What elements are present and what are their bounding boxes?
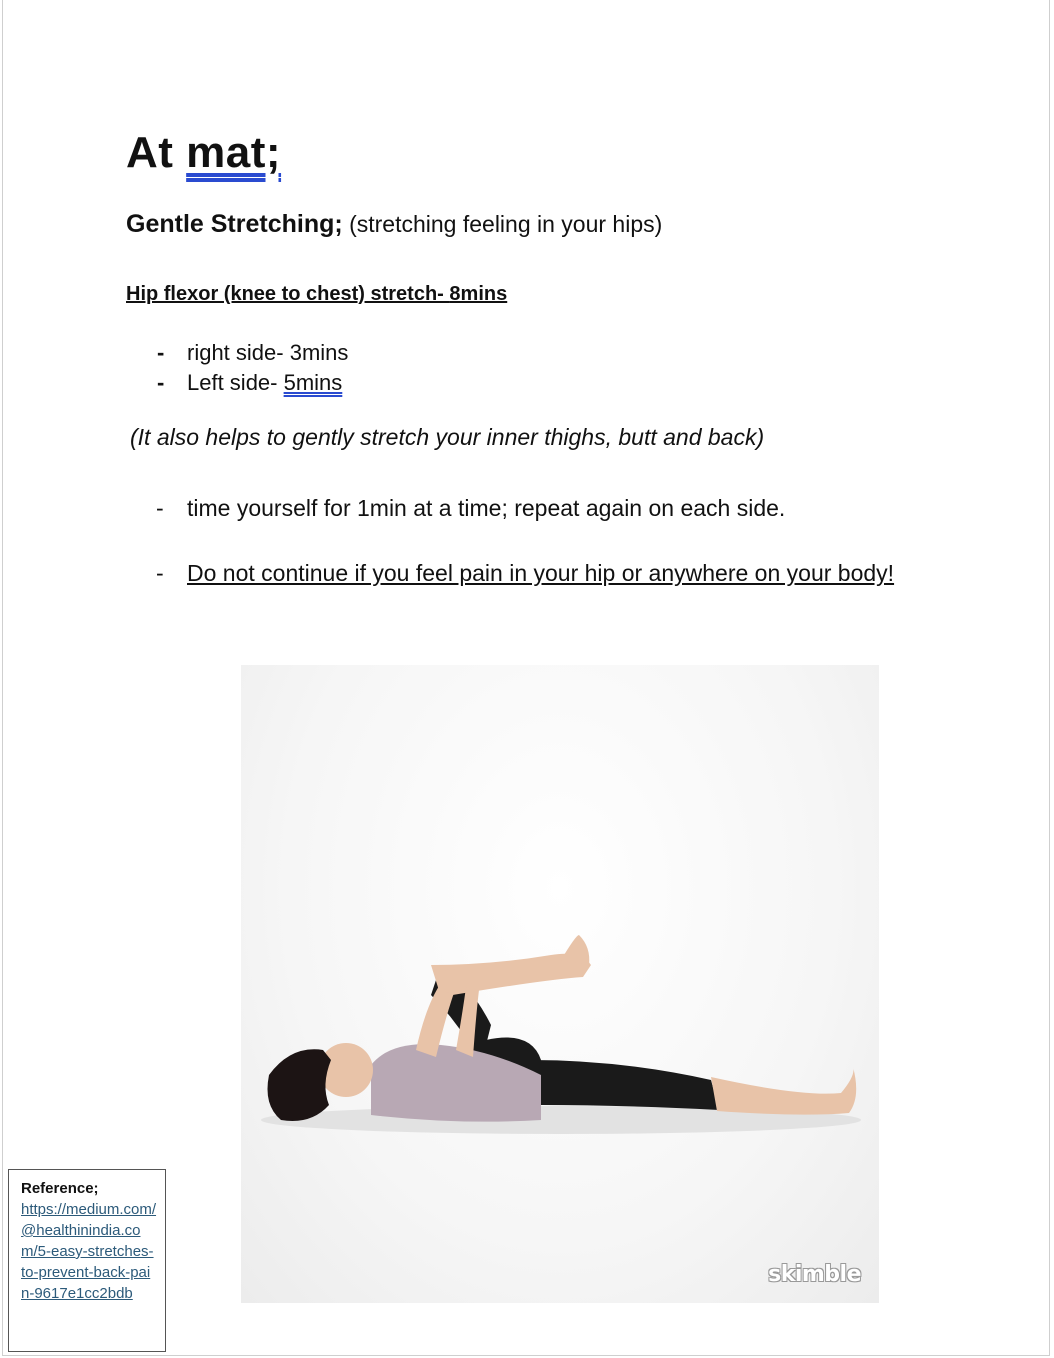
tip-timing xyxy=(156,492,947,524)
stretch-illustration xyxy=(241,665,879,1303)
stretch-heading-main: Hip flexor (knee to chest) stretch- xyxy=(126,283,450,305)
reference-box xyxy=(8,1169,166,1352)
right-side-label: right side- 3mins xyxy=(187,340,349,365)
extended-leg xyxy=(531,1060,719,1110)
reference-link[interactable]: https://medium.com/@healthinindia.com/5-easy-stretches-to-prevent-back-pain-9617e1cc2bdb xyxy=(21,1201,157,1302)
tip-warning xyxy=(156,557,947,589)
skimble-watermark: skimble xyxy=(768,1262,861,1287)
title-prefix: At xyxy=(126,128,187,177)
benefit-note: (It also helps to gently stretch your inner thighs, butt and back) xyxy=(130,424,765,450)
reference-label: Reference; xyxy=(21,1180,99,1197)
page-title xyxy=(126,128,281,178)
list-item-right-side xyxy=(150,338,348,368)
raised-foot xyxy=(561,935,589,965)
stretch-heading xyxy=(126,283,507,306)
hair xyxy=(268,1049,332,1121)
subtitle-description: (stretching feeling in your hips) xyxy=(342,211,663,237)
left-side-label: Left side- xyxy=(187,370,284,395)
subtitle-bold: Gentle Stretching; xyxy=(126,210,343,238)
arm-left xyxy=(416,983,456,1057)
tip-timing-text: time yourself for 1min at a time; repeat again on each side. xyxy=(187,495,786,521)
sides-list xyxy=(150,338,348,398)
stretch-photo xyxy=(241,665,879,1303)
extended-foot xyxy=(711,1067,856,1115)
tip-warning-text: Do not continue if you feel pain in your hip or anywhere on your body! xyxy=(187,560,895,586)
section-subtitle xyxy=(126,210,662,239)
title-underlined: mat; xyxy=(186,128,282,177)
left-side-duration: 5mins xyxy=(283,370,343,395)
hands xyxy=(439,969,463,993)
list-item-left-side xyxy=(150,368,348,398)
tip-dash: - xyxy=(156,560,164,586)
tip-dash: - xyxy=(156,495,164,521)
stretch-heading-duration: 8mins xyxy=(449,283,508,305)
